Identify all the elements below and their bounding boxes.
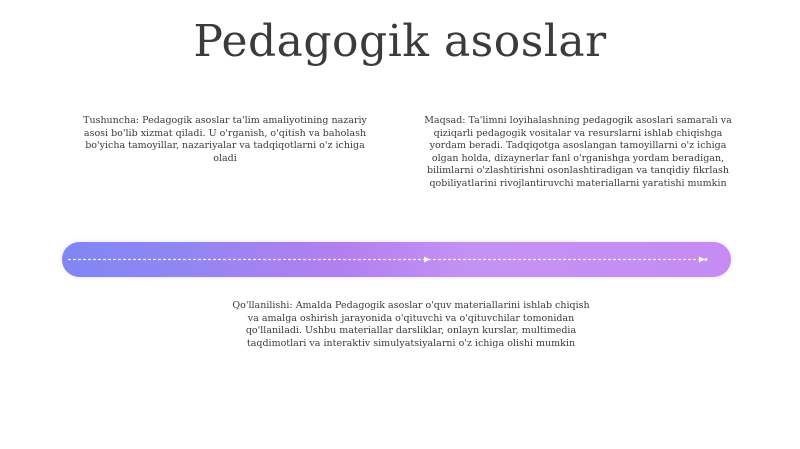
concept-note: Tushuncha: Pedagogik asoslar ta'lim amaliyotining nazariy asosi bo'lib xizmat qiladi. U o'rganish, o'qitish va baholash bo'yicha tamoyillar, nazariyalar va tadqiqotlarni o'z ichiga oladi xyxy=(83,115,367,164)
page-title: Pedagogik asoslar xyxy=(193,16,607,67)
purpose-note: Maqsad: Ta'limni loyihalashning pedagogik asoslari samarali va qiziqarli pedagogik vositalar va resurslarni ishlab chiqishga yordam beradi. Tadqiqotga asoslangan tamoyillarni o'z ichiga olgan holda, dizaynerlar fanl o'rganishga yordam beradigan, bilimlarni o'zlashtirishni osonlashtiradigan va tanqidiy fikrlash qobiliyatlarini rivojlantiruvchi materiallarni yaratishi mumkin xyxy=(424,115,732,189)
application-note: Qo'llanilishi: Amalda Pedagogik asoslar o'quv materiallarini ishlab chiqish va amalga oshirish jarayonida o'qituvchi va o'qituvchilar tomonidan qo'llaniladi. Ushbu materiallar darsliklar, onlayn kurslar, multimedia taqdimotlari va interaktiv simulyatsiyalarni o'z ichiga olishi mumkin xyxy=(232,300,590,349)
timeline-arrowhead-middle xyxy=(424,257,430,263)
timeline-bar xyxy=(62,242,731,277)
timeline-arrow-line xyxy=(62,242,731,277)
timeline-arrowhead-end xyxy=(699,257,705,263)
